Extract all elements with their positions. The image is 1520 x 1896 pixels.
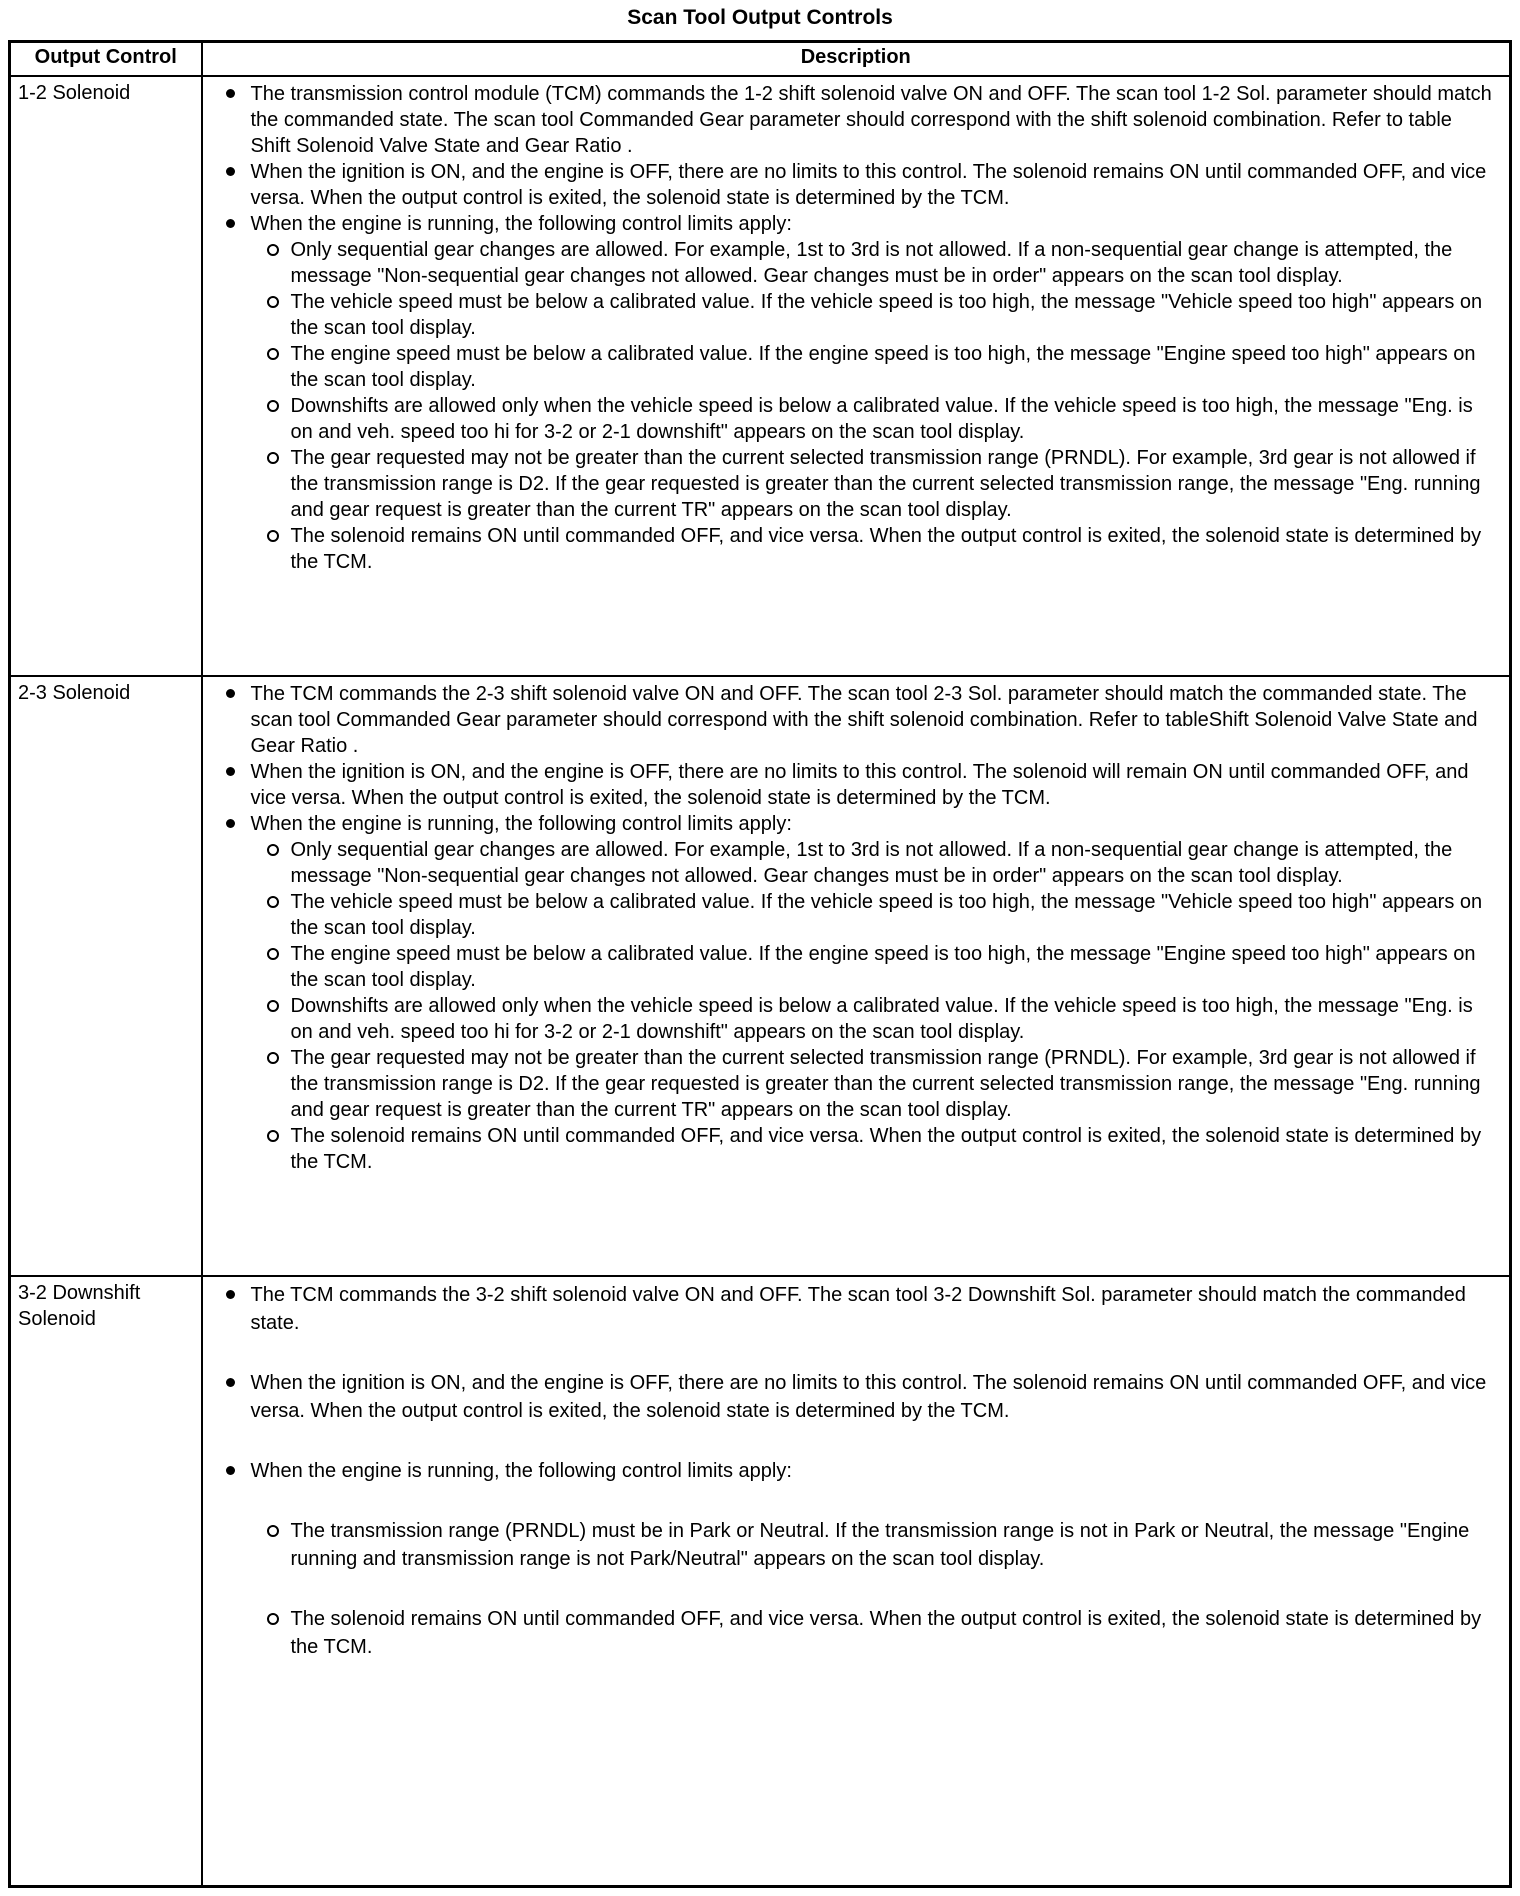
bullet-item [225, 681, 1494, 759]
sub-bullet-item [251, 1045, 1494, 1123]
bullet-disc-icon [226, 219, 235, 228]
bullet-circle-icon [267, 896, 279, 908]
bullet-circle-icon [267, 1130, 279, 1142]
sub-bullet-text: The transmission range (PRNDL) must be in Park or Neutral. If the transmission range is not in Park or Neutral, the message "Engine running and transmission range is not Park/Neutral" appears on the scan tool display. [290, 1519, 1470, 1570]
sub-bullet-text: The vehicle speed must be below a calibrated value. If the vehicle speed is too high, the message "Vehicle speed too high" appears on the scan tool display. [290, 890, 1483, 939]
bullet-item [225, 1369, 1494, 1425]
bullet-item [225, 211, 1494, 575]
bullet-text: When the engine is running, the following control limits apply: [250, 1459, 792, 1482]
bullet-circle-icon [267, 1525, 279, 1537]
sub-bullet-item [251, 889, 1494, 941]
sub-bullet-text: The solenoid remains ON until commanded OFF, and vice versa. When the output control is exited, the solenoid state is determined by the TCM. [290, 1124, 1482, 1173]
sub-bullet-text: Downshifts are allowed only when the vehicle speed is below a calibrated value. If the vehicle speed is too high, the message "Eng. is on and veh. speed too hi for 3-2 or 2-1 downshift" appears on the scan tool display. [290, 394, 1473, 443]
sub-bullet-text: The vehicle speed must be below a calibrated value. If the vehicle speed is too high, the message "Vehicle speed too high" appears on the scan tool display. [290, 290, 1483, 339]
sub-bullet-text: The solenoid remains ON until commanded OFF, and vice versa. When the output control is exited, the solenoid state is determined by the TCM. [290, 524, 1482, 573]
bullet-disc-icon [226, 167, 235, 176]
output-control-cell: 2-3 Solenoid [10, 676, 202, 1276]
bullet-circle-icon [267, 452, 279, 464]
description-bullet-list [203, 81, 1494, 575]
sub-bullet-text: Only sequential gear changes are allowed. For example, 1st to 3rd is not allowed. If a non-sequential gear change is attempted, the message "Non-sequential gear changes not allowed. Gear changes must be in order" appears on the scan tool display. [290, 838, 1453, 887]
bullet-text: The TCM commands the 3-2 shift solenoid valve ON and OFF. The scan tool 3-2 Downshift Sol. parameter should match the commanded state. [250, 1283, 1466, 1334]
bullet-text: The TCM commands the 2-3 shift solenoid valve ON and OFF. The scan tool 2-3 Sol. parameter should match the commanded state. The scan tool Commanded Gear parameter should correspond with the shift solenoid combination. Refer to tableShift Solenoid Valve State and Gear Ratio . [250, 682, 1478, 757]
bullet-text: When the engine is running, the following control limits apply: [250, 812, 792, 835]
bullet-text: When the ignition is ON, and the engine is OFF, there are no limits to this control. The solenoid remains ON until commanded OFF, and vice versa. When the output control is exited, the solenoid state is determined by the TCM. [250, 160, 1487, 209]
sub-bullet-text: Only sequential gear changes are allowed. For example, 1st to 3rd is not allowed. If a non-sequential gear change is attempted, the message "Non-sequential gear changes not allowed. Gear changes must be in order" appears on the scan tool display. [290, 238, 1453, 287]
bullet-circle-icon [267, 1052, 279, 1064]
table-row [10, 1276, 1511, 1887]
sub-bullet-item [251, 523, 1494, 575]
sub-bullet-text: Downshifts are allowed only when the vehicle speed is below a calibrated value. If the vehicle speed is too high, the message "Eng. is on and veh. speed too hi for 3-2 or 2-1 downshift" appears on the scan tool display. [290, 994, 1473, 1043]
bullet-disc-icon [226, 1290, 235, 1299]
bullet-disc-icon [226, 689, 235, 698]
table-row [10, 676, 1511, 1276]
sub-bullet-item [251, 837, 1494, 889]
bullet-text: When the engine is running, the following control limits apply: [250, 212, 792, 235]
sub-bullet-item [251, 237, 1494, 289]
sub-bullet-item [251, 1517, 1494, 1573]
bullet-circle-icon [267, 1000, 279, 1012]
bullet-disc-icon [226, 1466, 235, 1475]
bullet-disc-icon [226, 767, 235, 776]
sub-bullet-item [251, 1123, 1494, 1175]
sub-bullet-item [251, 993, 1494, 1045]
sub-bullet-text: The solenoid remains ON until commanded OFF, and vice versa. When the output control is exited, the solenoid state is determined by the TCM. [290, 1607, 1482, 1658]
bullet-disc-icon [226, 1378, 235, 1387]
bullet-item [225, 1457, 1494, 1661]
bullet-item [225, 759, 1494, 811]
sub-bullet-item [251, 289, 1494, 341]
bullet-circle-icon [267, 530, 279, 542]
sub-bullet-list [251, 1517, 1494, 1661]
bullet-circle-icon [267, 244, 279, 256]
description-cell [202, 76, 1511, 676]
bullet-text: The transmission control module (TCM) commands the 1-2 shift solenoid valve ON and OFF. The scan tool 1-2 Sol. parameter should match the commanded state. The scan tool Commanded Gear parameter should correspond with the shift solenoid combination. Refer to table Shift Solenoid Valve State and Gear Ratio . [250, 82, 1492, 157]
description-bullet-list [203, 681, 1494, 1175]
sub-bullet-item [251, 445, 1494, 523]
table-header-row [10, 42, 1511, 76]
header-output-control: Output Control [10, 42, 202, 76]
sub-bullet-item [251, 941, 1494, 993]
description-cell [202, 1276, 1511, 1887]
output-control-cell: 1-2 Solenoid [10, 76, 202, 676]
sub-bullet-text: The gear requested may not be greater than the current selected transmission range (PRNDL). For example, 3rd gear is not allowed if the transmission range is D2. If the gear requested is greater than the current selected transmission range, the message "Eng. running and gear request is greater than the current TR" appears on the scan tool display. [290, 1046, 1481, 1121]
bullet-circle-icon [267, 296, 279, 308]
bullet-item [225, 1281, 1494, 1337]
sub-bullet-list [251, 237, 1494, 575]
table-row [10, 76, 1511, 676]
bullet-circle-icon [267, 348, 279, 360]
bullet-circle-icon [267, 1613, 279, 1625]
bullet-circle-icon [267, 400, 279, 412]
description-cell [202, 676, 1511, 1276]
bullet-circle-icon [267, 844, 279, 856]
sub-bullet-item [251, 341, 1494, 393]
sub-bullet-text: The gear requested may not be greater than the current selected transmission range (PRNDL). For example, 3rd gear is not allowed if the transmission range is D2. If the gear requested is greater than the current selected transmission range, the message "Eng. running and gear request is greater than the current TR" appears on the scan tool display. [290, 446, 1481, 521]
sub-bullet-item [251, 1605, 1494, 1661]
bullet-item [225, 811, 1494, 1175]
table-body [10, 76, 1511, 1887]
bullet-circle-icon [267, 948, 279, 960]
sub-bullet-list [251, 837, 1494, 1175]
header-description: Description [202, 42, 1511, 76]
bullet-text: When the ignition is ON, and the engine is OFF, there are no limits to this control. The solenoid will remain ON until commanded OFF, and vice versa. When the output control is exited, the solenoid state is determined by the TCM. [250, 760, 1469, 809]
sub-bullet-text: The engine speed must be below a calibrated value. If the engine speed is too high, the message "Engine speed too high" appears on the scan tool display. [290, 342, 1476, 391]
page-title: Scan Tool Output Controls [627, 6, 893, 29]
bullet-item [225, 81, 1494, 159]
output-control-cell: 3-2 Downshift Solenoid [10, 1276, 202, 1887]
bullet-item [225, 159, 1494, 211]
bullet-disc-icon [226, 819, 235, 828]
description-bullet-list [203, 1281, 1494, 1661]
bullet-text: When the ignition is ON, and the engine is OFF, there are no limits to this control. The solenoid remains ON until commanded OFF, and vice versa. When the output control is exited, the solenoid state is determined by the TCM. [250, 1371, 1487, 1422]
sub-bullet-text: The engine speed must be below a calibrated value. If the engine speed is too high, the message "Engine speed too high" appears on the scan tool display. [290, 942, 1476, 991]
bullet-disc-icon [226, 89, 235, 98]
output-controls-table [8, 40, 1512, 1888]
sub-bullet-item [251, 393, 1494, 445]
